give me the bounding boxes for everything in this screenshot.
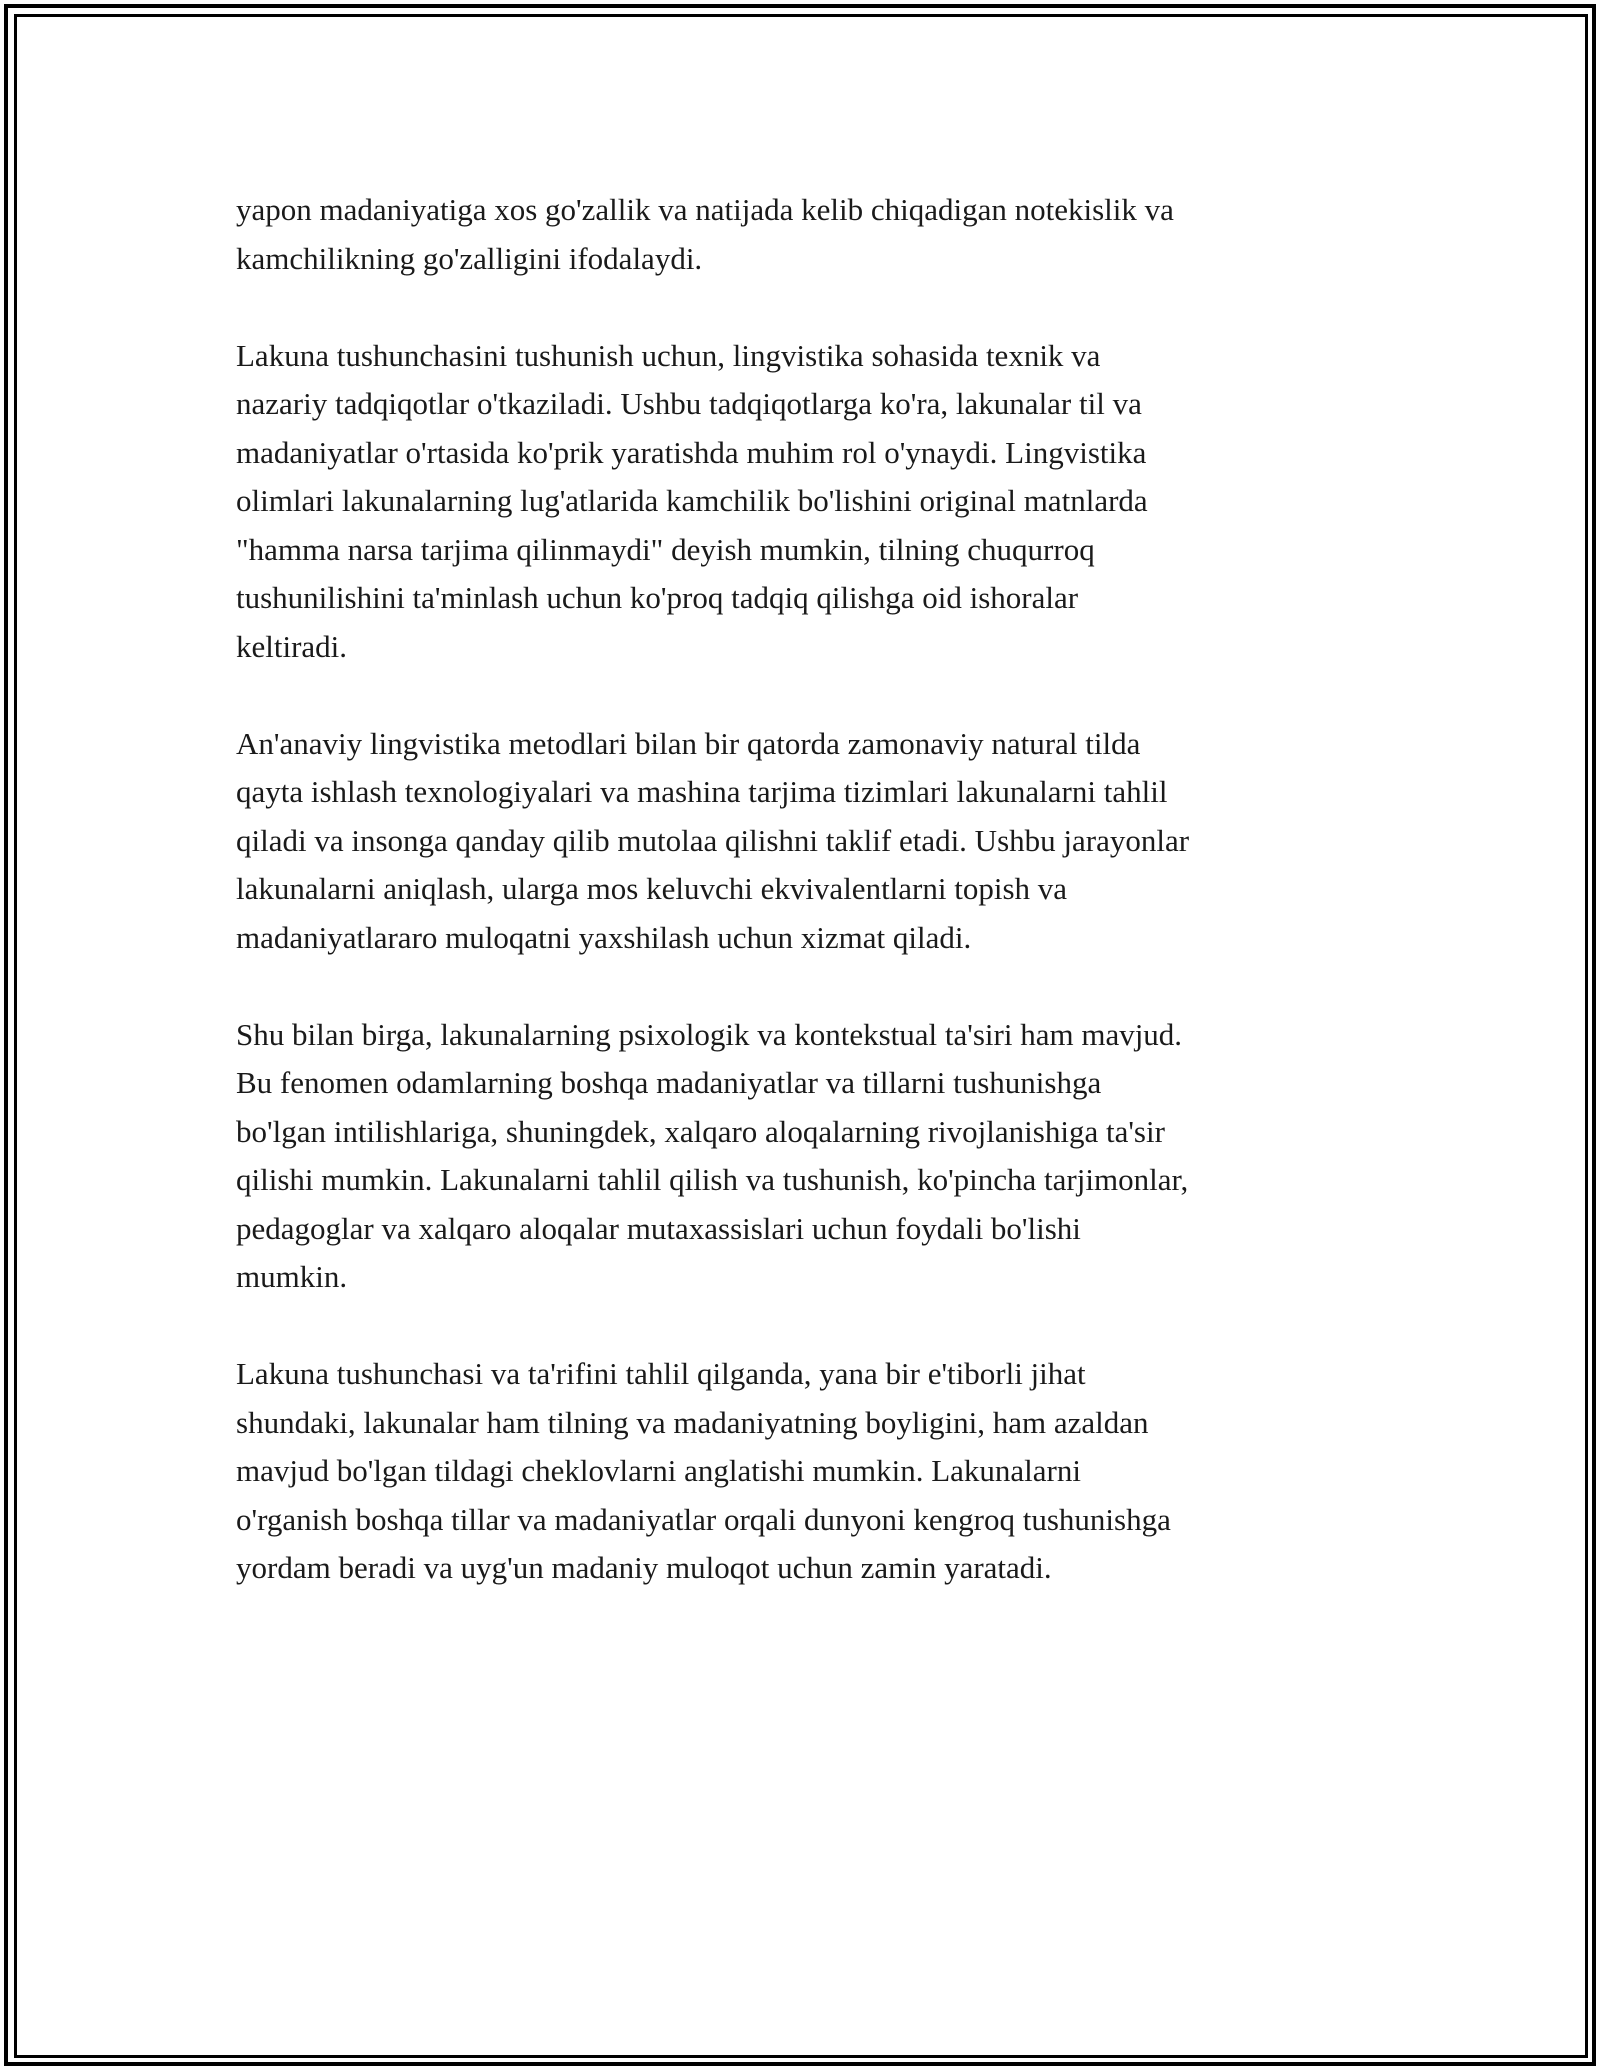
document-body: [236, 186, 1376, 1641]
text-line: Lakuna tushunchasi va ta'rifini tahlil qilganda, yana bir e'tiborli jihat: [236, 1356, 1086, 1391]
text-line: kamchilikning go'zalligini ifodalaydi.: [236, 240, 703, 276]
text-line: Lakuna tushunchasini tushunish uchun, lingvistika sohasida texnik va: [236, 337, 1101, 373]
paragraph-5: [236, 1350, 1376, 1593]
text-line: nazariy tadqiqotlar o'tkaziladi. Ushbu tadqiqotlarga ko'ra, lakunalar til va: [236, 386, 1142, 421]
text-line: An'anaviy lingvistika metodlari bilan bir qatorda zamonaviy natural tilda: [236, 725, 1141, 761]
text-line: "hamma narsa tarjima qilinmaydi" deyish mumkin, tilning chuqurroq: [236, 531, 1095, 567]
text-line: qiladi va insonga qanday qilib mutolaa qilishni taklif etadi. Ushbu jarayonlar: [236, 822, 1190, 858]
paragraph-4: [236, 1011, 1376, 1302]
paragraph-3: [236, 720, 1376, 963]
text-line: olimlari lakunalarning lug'atlarida kamchilik bo'lishini original matnlarda: [236, 483, 1148, 518]
text-line: Shu bilan birga, lakunalarning psixologik va kontekstual ta'siri ham mavjud.: [236, 1016, 1183, 1052]
text-line: keltiradi.: [236, 628, 348, 664]
text-line: mumkin.: [236, 1259, 348, 1294]
text-line: pedagoglar va xalqaro aloqalar mutaxassislari uchun foydali bo'lishi: [236, 1210, 1081, 1246]
text-line: lakunalarni aniqlash, ularga mos keluvchi ekvivalentlarni topish va: [236, 871, 1068, 906]
text-line: tushunilishini ta'minlash uchun ko'proq tadqiq qilishga oid ishoralar: [236, 580, 1079, 615]
text-line: madaniyatlar o'rtasida ko'prik yaratishda muhim rol o'ynaydi. Lingvistika: [236, 434, 1147, 470]
text-line: shundaki, lakunalar ham tilning va madaniyatning boyligini, ham azaldan: [236, 1404, 1149, 1440]
text-line: Bu fenomen odamlarning boshqa madaniyatlar va tillarni tushunishga: [236, 1065, 1102, 1100]
paragraph-2: [236, 332, 1376, 672]
text-line: o'rganish boshqa tillar va madaniyatlar orqali dunyoni kengroq tushunishga: [236, 1501, 1171, 1537]
text-line: mavjud bo'lgan tildagi cheklovlarni anglatishi mumkin. Lakunalarni: [236, 1453, 1081, 1488]
text-line: qayta ishlash texnologiyalari va mashina tarjima tizimlari lakunalarni tahlil: [236, 774, 1168, 809]
text-line: yapon madaniyatiga xos go'zallik va natijada kelib chiqadigan notekislik va: [236, 192, 1174, 227]
text-line: bo'lgan intilishlariga, shuningdek, xalqaro aloqalarning rivojlanishiga ta'sir: [236, 1113, 1165, 1149]
text-line: qilishi mumkin. Lakunalarni tahlil qilish va tushunish, ko'pincha tarjimonlar,: [236, 1162, 1189, 1197]
text-line: yordam beradi va uyg'un madaniy muloqot uchun zamin yaratadi.: [236, 1550, 1052, 1585]
text-line: madaniyatlararo muloqatni yaxshilash uchun xizmat qiladi.: [236, 919, 972, 955]
paragraph-1: [236, 186, 1376, 283]
